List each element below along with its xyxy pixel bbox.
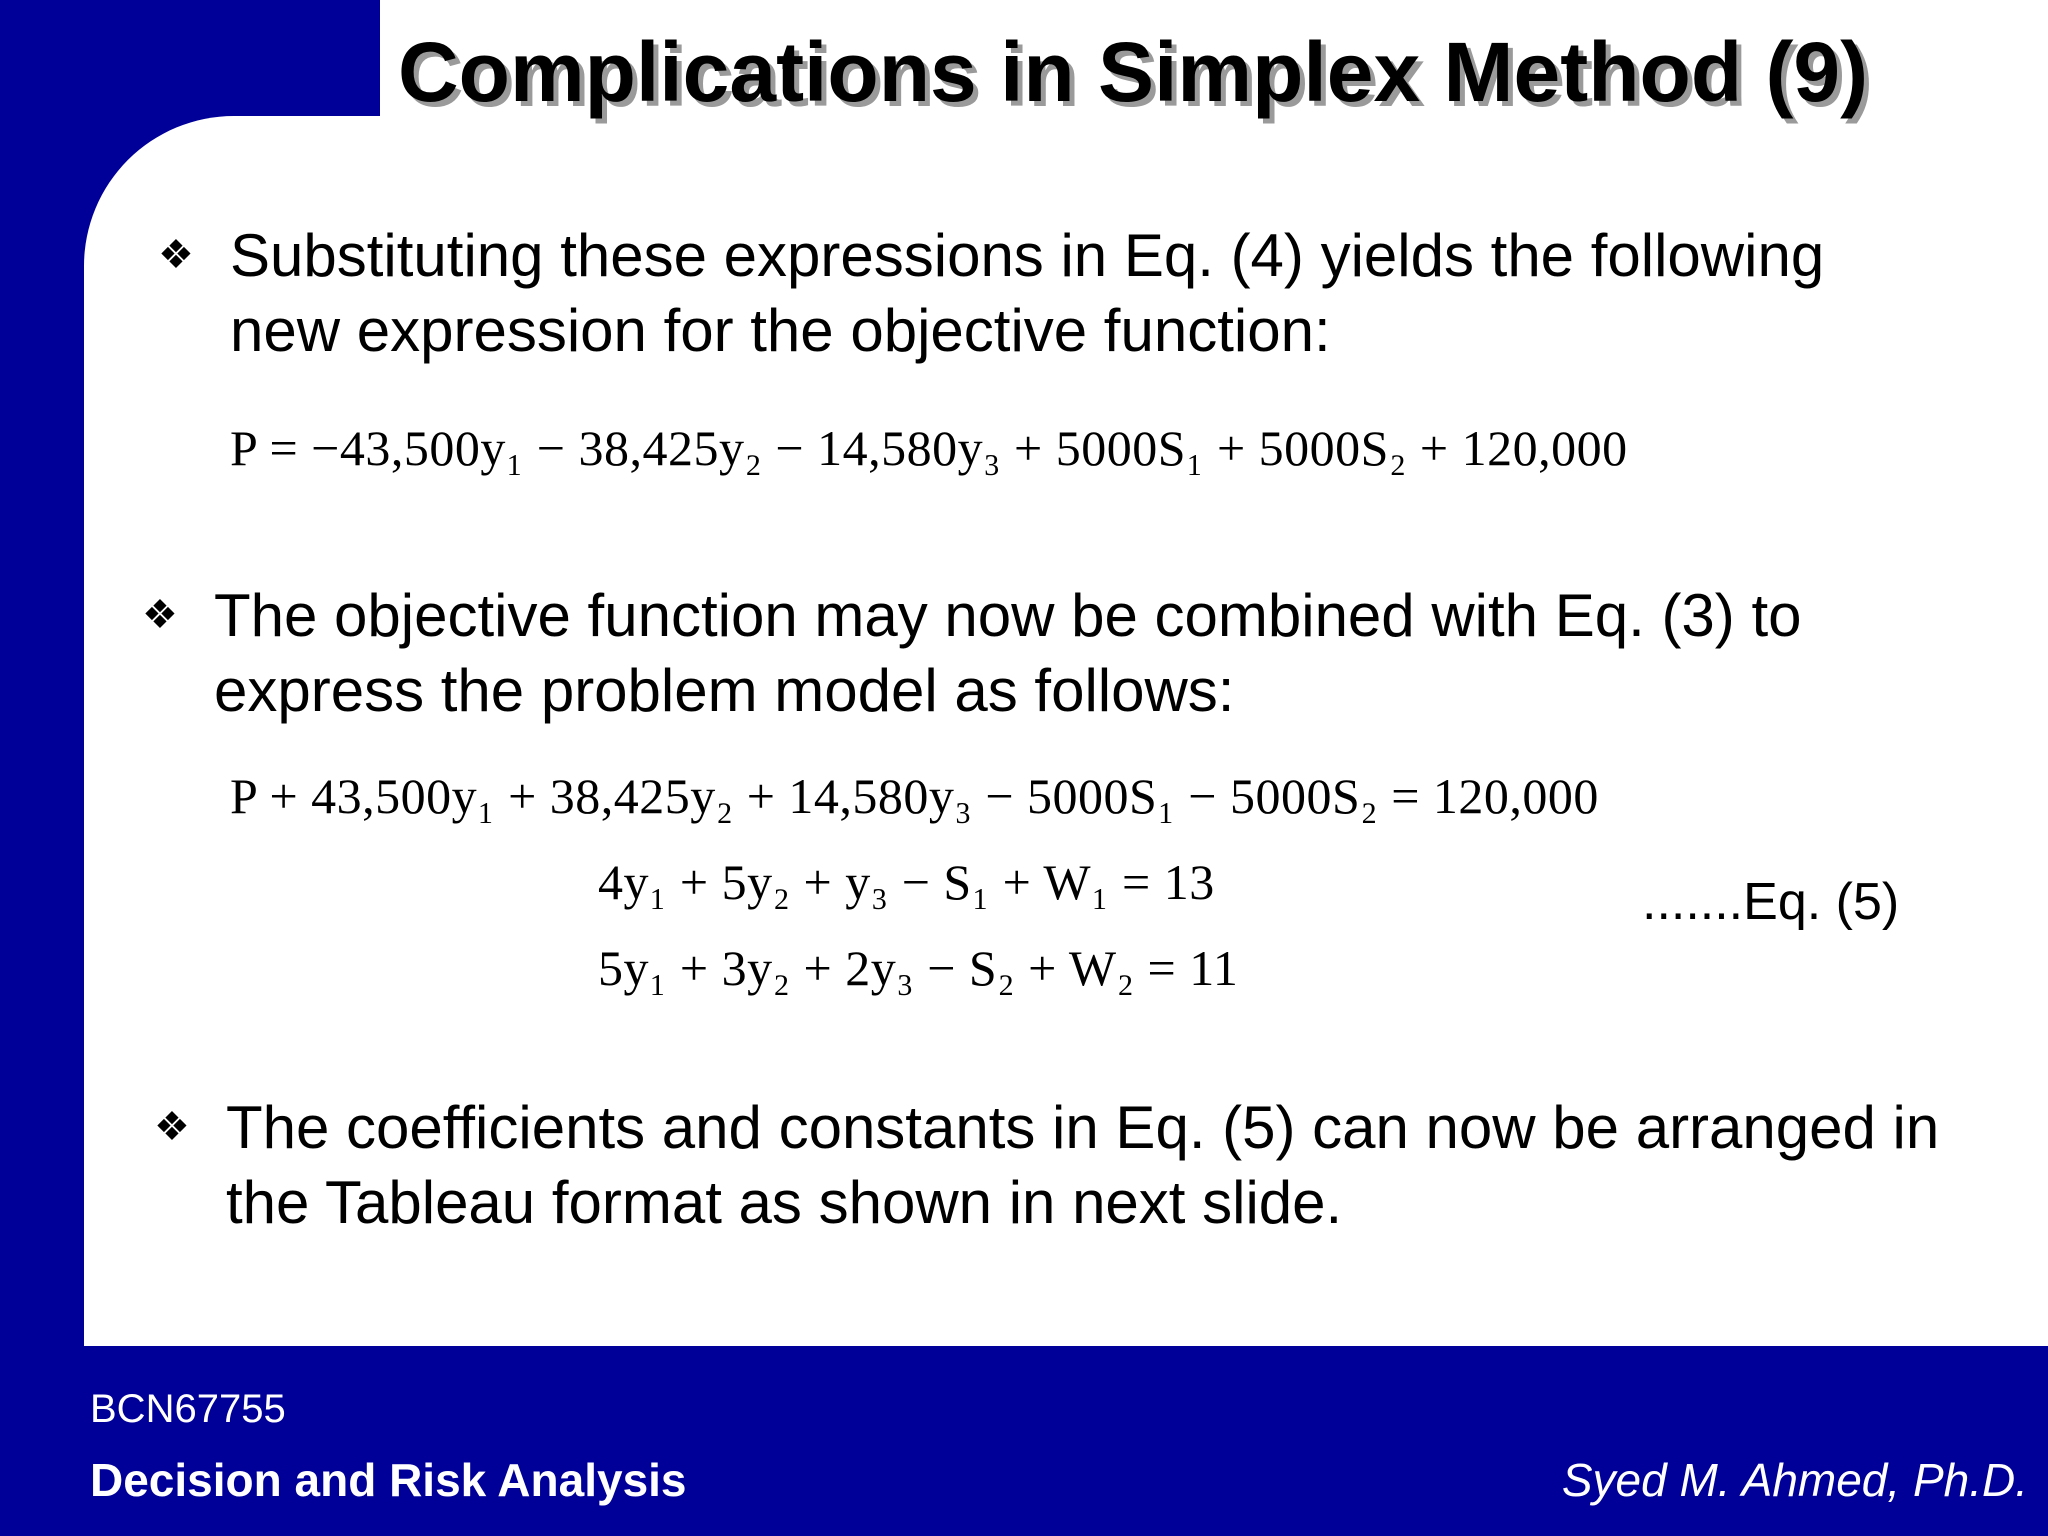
diamond-bullet-icon: ❖ — [154, 1105, 190, 1149]
model-equation-3: 5y₁ + 3y₂ + 2y₃ − S₂ + W₂ = 11 — [598, 940, 1239, 996]
objective-equation: P = −43,500y₁ − 38,425y₂ − 14,580y₃ + 5000S₁ + 5000S₂ + 120,000 — [230, 420, 1628, 476]
footer-course-name: Decision and Risk Analysis — [90, 1454, 687, 1506]
diamond-bullet-icon: ❖ — [158, 233, 194, 277]
bullet-text: The coefficients and constants in Eq. (5) can now be arranged in the Tableau format as shown in next slide. — [226, 1094, 1940, 1236]
slide-title: Complications in Simplex Method (9) — [398, 25, 1869, 119]
footer-author: Syed M. Ahmed, Ph.D. — [1561, 1454, 2028, 1506]
bullet-text: The objective function may now be combined with Eq. (3) to express the problem model as follows: — [214, 582, 1802, 724]
diamond-bullet-icon: ❖ — [142, 593, 178, 637]
model-equation-2: 4y₁ + 5y₂ + y₃ − S₁ + W₁ = 13 — [598, 854, 1215, 910]
bullet-text: Substituting these expressions in Eq. (4) yields the following new expression for the objective function: — [230, 222, 1825, 364]
model-equation-1: P + 43,500y₁ + 38,425y₂ + 14,580y₃ − 5000S₁ − 5000S₂ = 120,000 — [230, 768, 1599, 824]
footer-course-code: BCN67755 — [90, 1387, 286, 1431]
equation-label: .......Eq. (5) — [1642, 873, 1900, 931]
